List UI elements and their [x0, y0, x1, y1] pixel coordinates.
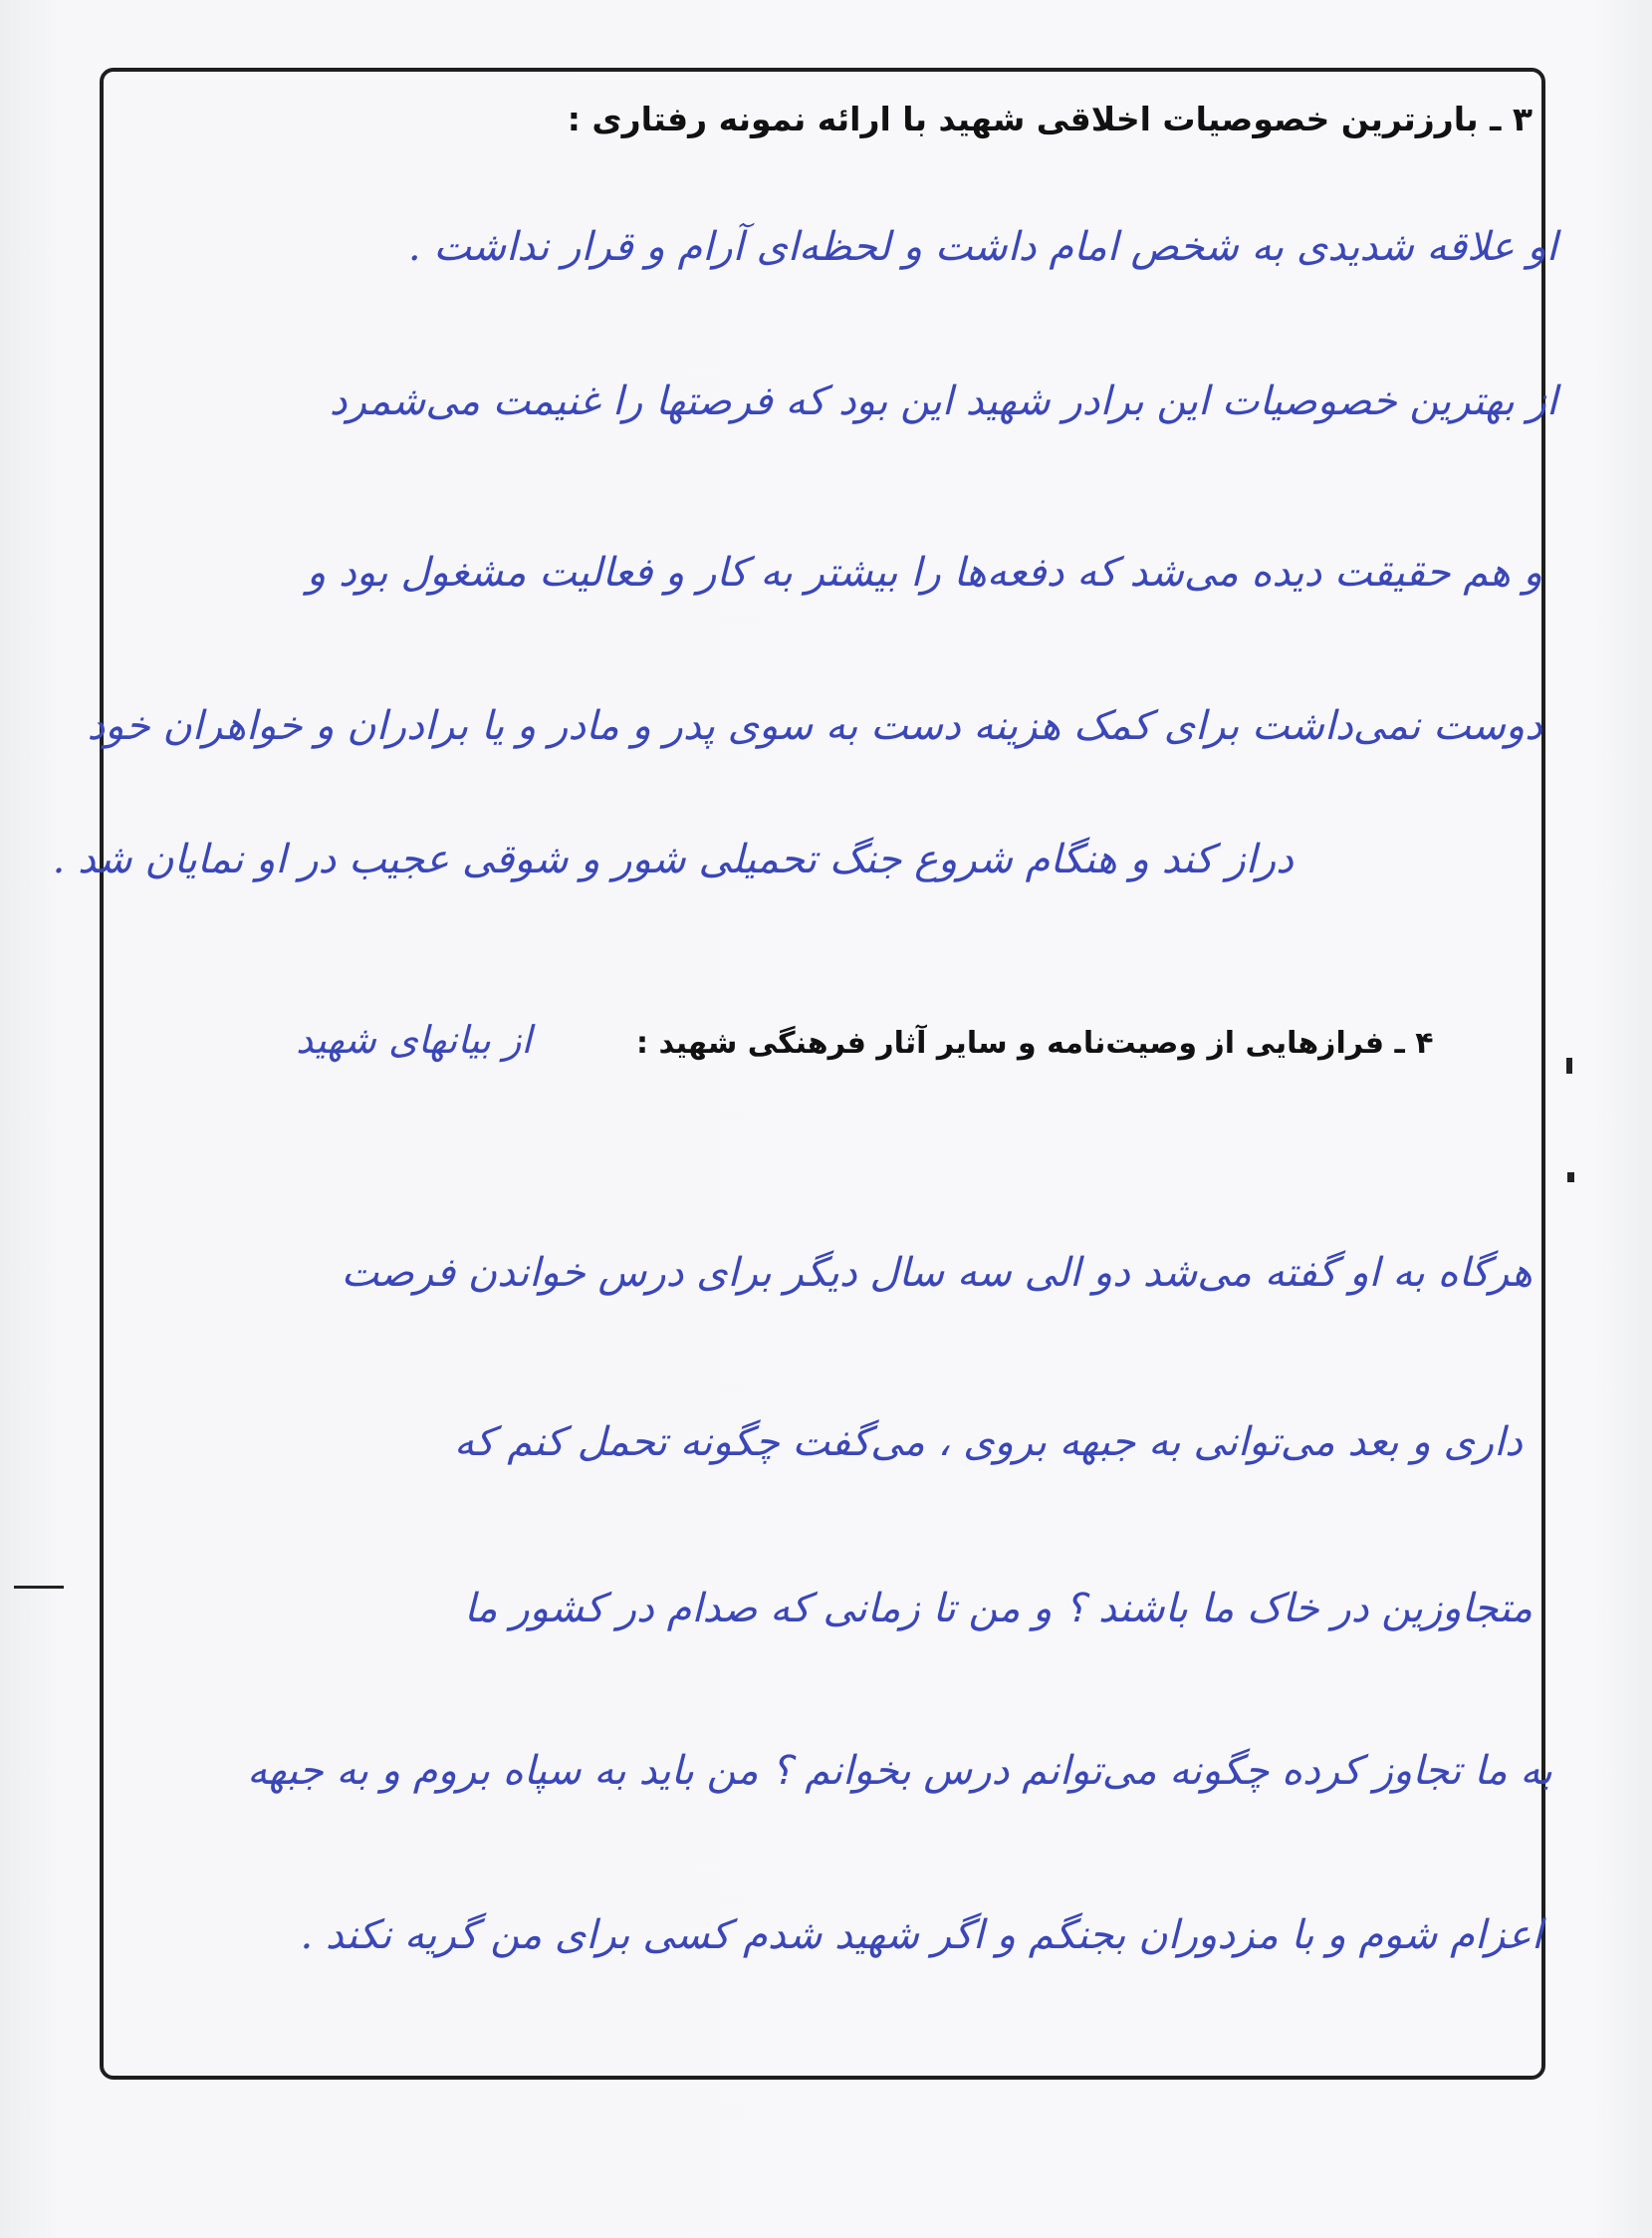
- right-margin-dot-bottom: [1567, 1172, 1574, 1182]
- section-3-line-4: دوست نمی‌داشت برای کمک هزینه دست به سوی پدر و مادر و یا برادران و خواهران خود: [87, 703, 1542, 749]
- section-4-annotation: از بیانهای شهید: [296, 1018, 532, 1062]
- section-3-line-5: دراز کند و هنگام شروع جنگ تحمیلی شور و شوقی عجیب در او نمایان شد .: [52, 837, 1294, 882]
- section-4-line-5: اعزام شوم و با مزدوران بجنگم و اگر شهید شدم کسی برای من گریه نکند .: [300, 1912, 1542, 1958]
- section-3-line-1: او علاقه شدیدی به شخص امام داشت و لحظه‌ای آرام و قرار نداشت .: [407, 224, 1557, 270]
- left-margin-tick: [14, 1586, 64, 1589]
- section-4-line-2: داری و بعد می‌توانی به جبهه بروی ، می‌گفت چگونه تحمل کنم که: [454, 1419, 1523, 1465]
- section-4-line-1: هرگاه به او گفته می‌شد دو الی سه سال دیگر برای درس خواندن فرصت: [341, 1250, 1533, 1296]
- section-3-line-2: از بهترین خصوصیات این برادر شهید این بود که فرصتها را غنیمت می‌شمرد: [329, 378, 1557, 424]
- section-4-line-4: به ما تجاوز کرده چگونه می‌توانم درس بخوانم ؟ من باید به سپاه بروم و به جبهه: [247, 1748, 1552, 1794]
- section-4-line-3: متجاوزین در خاک ما باشند ؟ و من تا زمانی که صدام در کشور ما: [463, 1586, 1533, 1631]
- section-3-heading: ۳ ـ بارزترین خصوصیات اخلاقی شهید با ارائه نمونه رفتاری :: [567, 100, 1533, 138]
- section-3-line-3: و هم حقیقت دیده می‌شد که دفعه‌ها را بیشتر به کار و فعالیت مشغول بود و: [306, 550, 1542, 596]
- right-margin-dot-top: [1566, 1058, 1572, 1074]
- section-4-heading: ۴ ـ فرازهایی از وصیت‌نامه و سایر آثار فرهنگی شهید :: [636, 1026, 1434, 1061]
